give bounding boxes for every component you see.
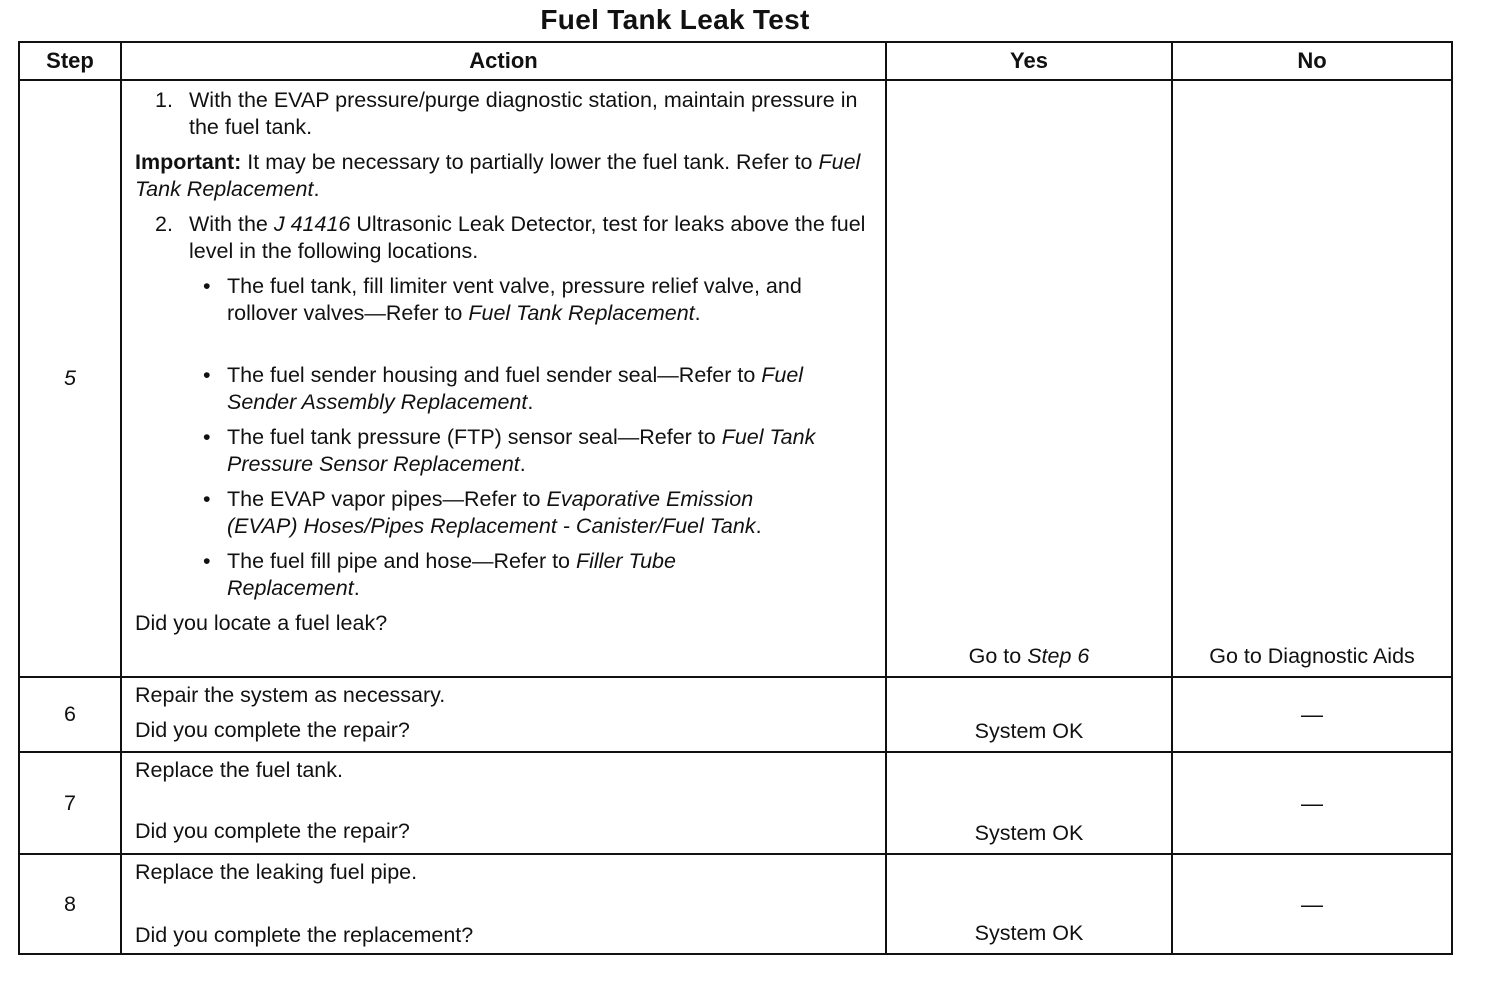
bullet-icon: •: [203, 425, 211, 449]
bullet-ref: Fuel Tank Replacement: [468, 301, 695, 325]
bullet-ref: Fuel Sender Assembly Replacement: [227, 363, 804, 414]
header-no: No: [1172, 42, 1452, 80]
important-label: Important:: [135, 150, 242, 174]
bullet-ref: Evaporative Emission (EVAP) Hoses/Pipes Replacement - Canister/Fuel Tank: [227, 487, 756, 538]
bullet-body: The fuel tank pressure (FTP) sensor seal—Refer to: [227, 425, 722, 449]
step-number: 7: [19, 752, 121, 854]
action-cell: [121, 80, 886, 677]
bullet-icon: •: [203, 549, 211, 573]
no-cell: Go to Diagnostic Aids: [1172, 80, 1452, 677]
yes-prefix: Go to: [968, 644, 1028, 668]
bullet-text: The EVAP vapor pipes—Refer to Evaporative Emission (EVAP) Hoses/Pipes Replacement - Canister/Fuel Tank.: [227, 487, 762, 538]
yes-cell: System OK: [886, 752, 1172, 854]
bullet-item: [203, 273, 875, 327]
action-text: Replace the fuel tank.: [135, 758, 343, 782]
item-text-part: With the: [189, 212, 274, 236]
item-text-part: Ultrasonic Leak Detector, test for leaks above the fuel level in the following locations.: [189, 212, 866, 263]
bullet-ref: Fuel Tank Pressure Sensor Replacement: [227, 425, 816, 476]
action-cell: [121, 677, 886, 752]
important-note: Important: It may be necessary to partially lower the fuel tank. Refer to Fuel Tank Replacement.: [135, 150, 861, 201]
bullet-ref: Filler Tube Replacement: [227, 549, 676, 600]
step-number: 5: [19, 80, 121, 677]
important-text: It may be necessary to partially lower the fuel tank. Refer to: [241, 150, 819, 174]
item-text: With the EVAP pressure/purge diagnostic station, maintain pressure in the fuel tank.: [189, 88, 858, 139]
important-ref: Fuel Tank Replacement: [135, 150, 861, 201]
bullet-body: The fuel fill pipe and hose—Refer to: [227, 549, 576, 573]
bullet-icon: •: [203, 274, 211, 298]
step-link[interactable]: Step 6: [1027, 644, 1090, 668]
diagnostic-table: [18, 41, 1453, 955]
table-row-step-8: [19, 854, 1452, 954]
question-text: Did you locate a fuel leak?: [135, 611, 388, 635]
bullet-text: The fuel tank pressure (FTP) sensor seal—Refer to Fuel Tank Pressure Sensor Replacement.: [227, 425, 816, 476]
bullet-body: The EVAP vapor pipes—Refer to: [227, 487, 547, 511]
action-cell: [121, 854, 886, 954]
header-row: [19, 42, 1452, 80]
bullet-text: The fuel sender housing and fuel sender seal—Refer to Fuel Sender Assembly Replacement.: [227, 363, 804, 414]
yes-cell: System OK: [886, 677, 1172, 752]
bullet-item: [203, 362, 875, 416]
action-cell: [121, 752, 886, 854]
numbered-item-1: [155, 87, 875, 141]
no-cell: —: [1172, 752, 1452, 854]
bullet-icon: •: [203, 487, 211, 511]
no-cell: —: [1172, 854, 1452, 954]
numbered-item-2: [155, 211, 875, 265]
bullet-text: The fuel tank, fill limiter vent valve, pressure relief valve, and rollover valves—Refer to Fuel Tank Replacement.: [227, 274, 802, 325]
no-cell: —: [1172, 677, 1452, 752]
yes-cell: System OK: [886, 854, 1172, 954]
bullet-item: [203, 548, 875, 602]
bullet-body: The fuel sender housing and fuel sender seal—Refer to: [227, 363, 762, 387]
step-number: 6: [19, 677, 121, 752]
header-step: Step: [19, 42, 121, 80]
question-text: Did you complete the repair?: [135, 718, 410, 742]
header-yes: Yes: [886, 42, 1172, 80]
item-number: 2.: [155, 212, 173, 236]
bullet-body: The fuel tank, fill limiter vent valve, pressure relief valve, and rollover valves—Refer to: [227, 274, 802, 325]
action-text: Replace the leaking fuel pipe.: [135, 860, 418, 884]
table-row-step-6: [19, 677, 1452, 752]
tool-name: J 41416: [273, 212, 351, 236]
bullet-item: [203, 486, 875, 540]
page-title: Fuel Tank Leak Test: [540, 4, 810, 35]
action-text: Repair the system as necessary.: [135, 683, 446, 707]
bullet-text: The fuel fill pipe and hose—Refer to Filler Tube Replacement.: [227, 549, 676, 600]
table-row-step-7: [19, 752, 1452, 854]
header-action: Action: [121, 42, 886, 80]
yes-cell: [886, 80, 1172, 677]
item-number: 1.: [155, 88, 173, 112]
bullet-item: [203, 424, 875, 478]
step-number: 8: [19, 854, 121, 954]
table-row-step-5: [19, 80, 1452, 677]
item-text: [189, 211, 875, 265]
question-text: Did you complete the repair?: [135, 819, 410, 843]
question-text: Did you complete the replacement?: [135, 923, 474, 947]
bullet-icon: •: [203, 363, 211, 387]
